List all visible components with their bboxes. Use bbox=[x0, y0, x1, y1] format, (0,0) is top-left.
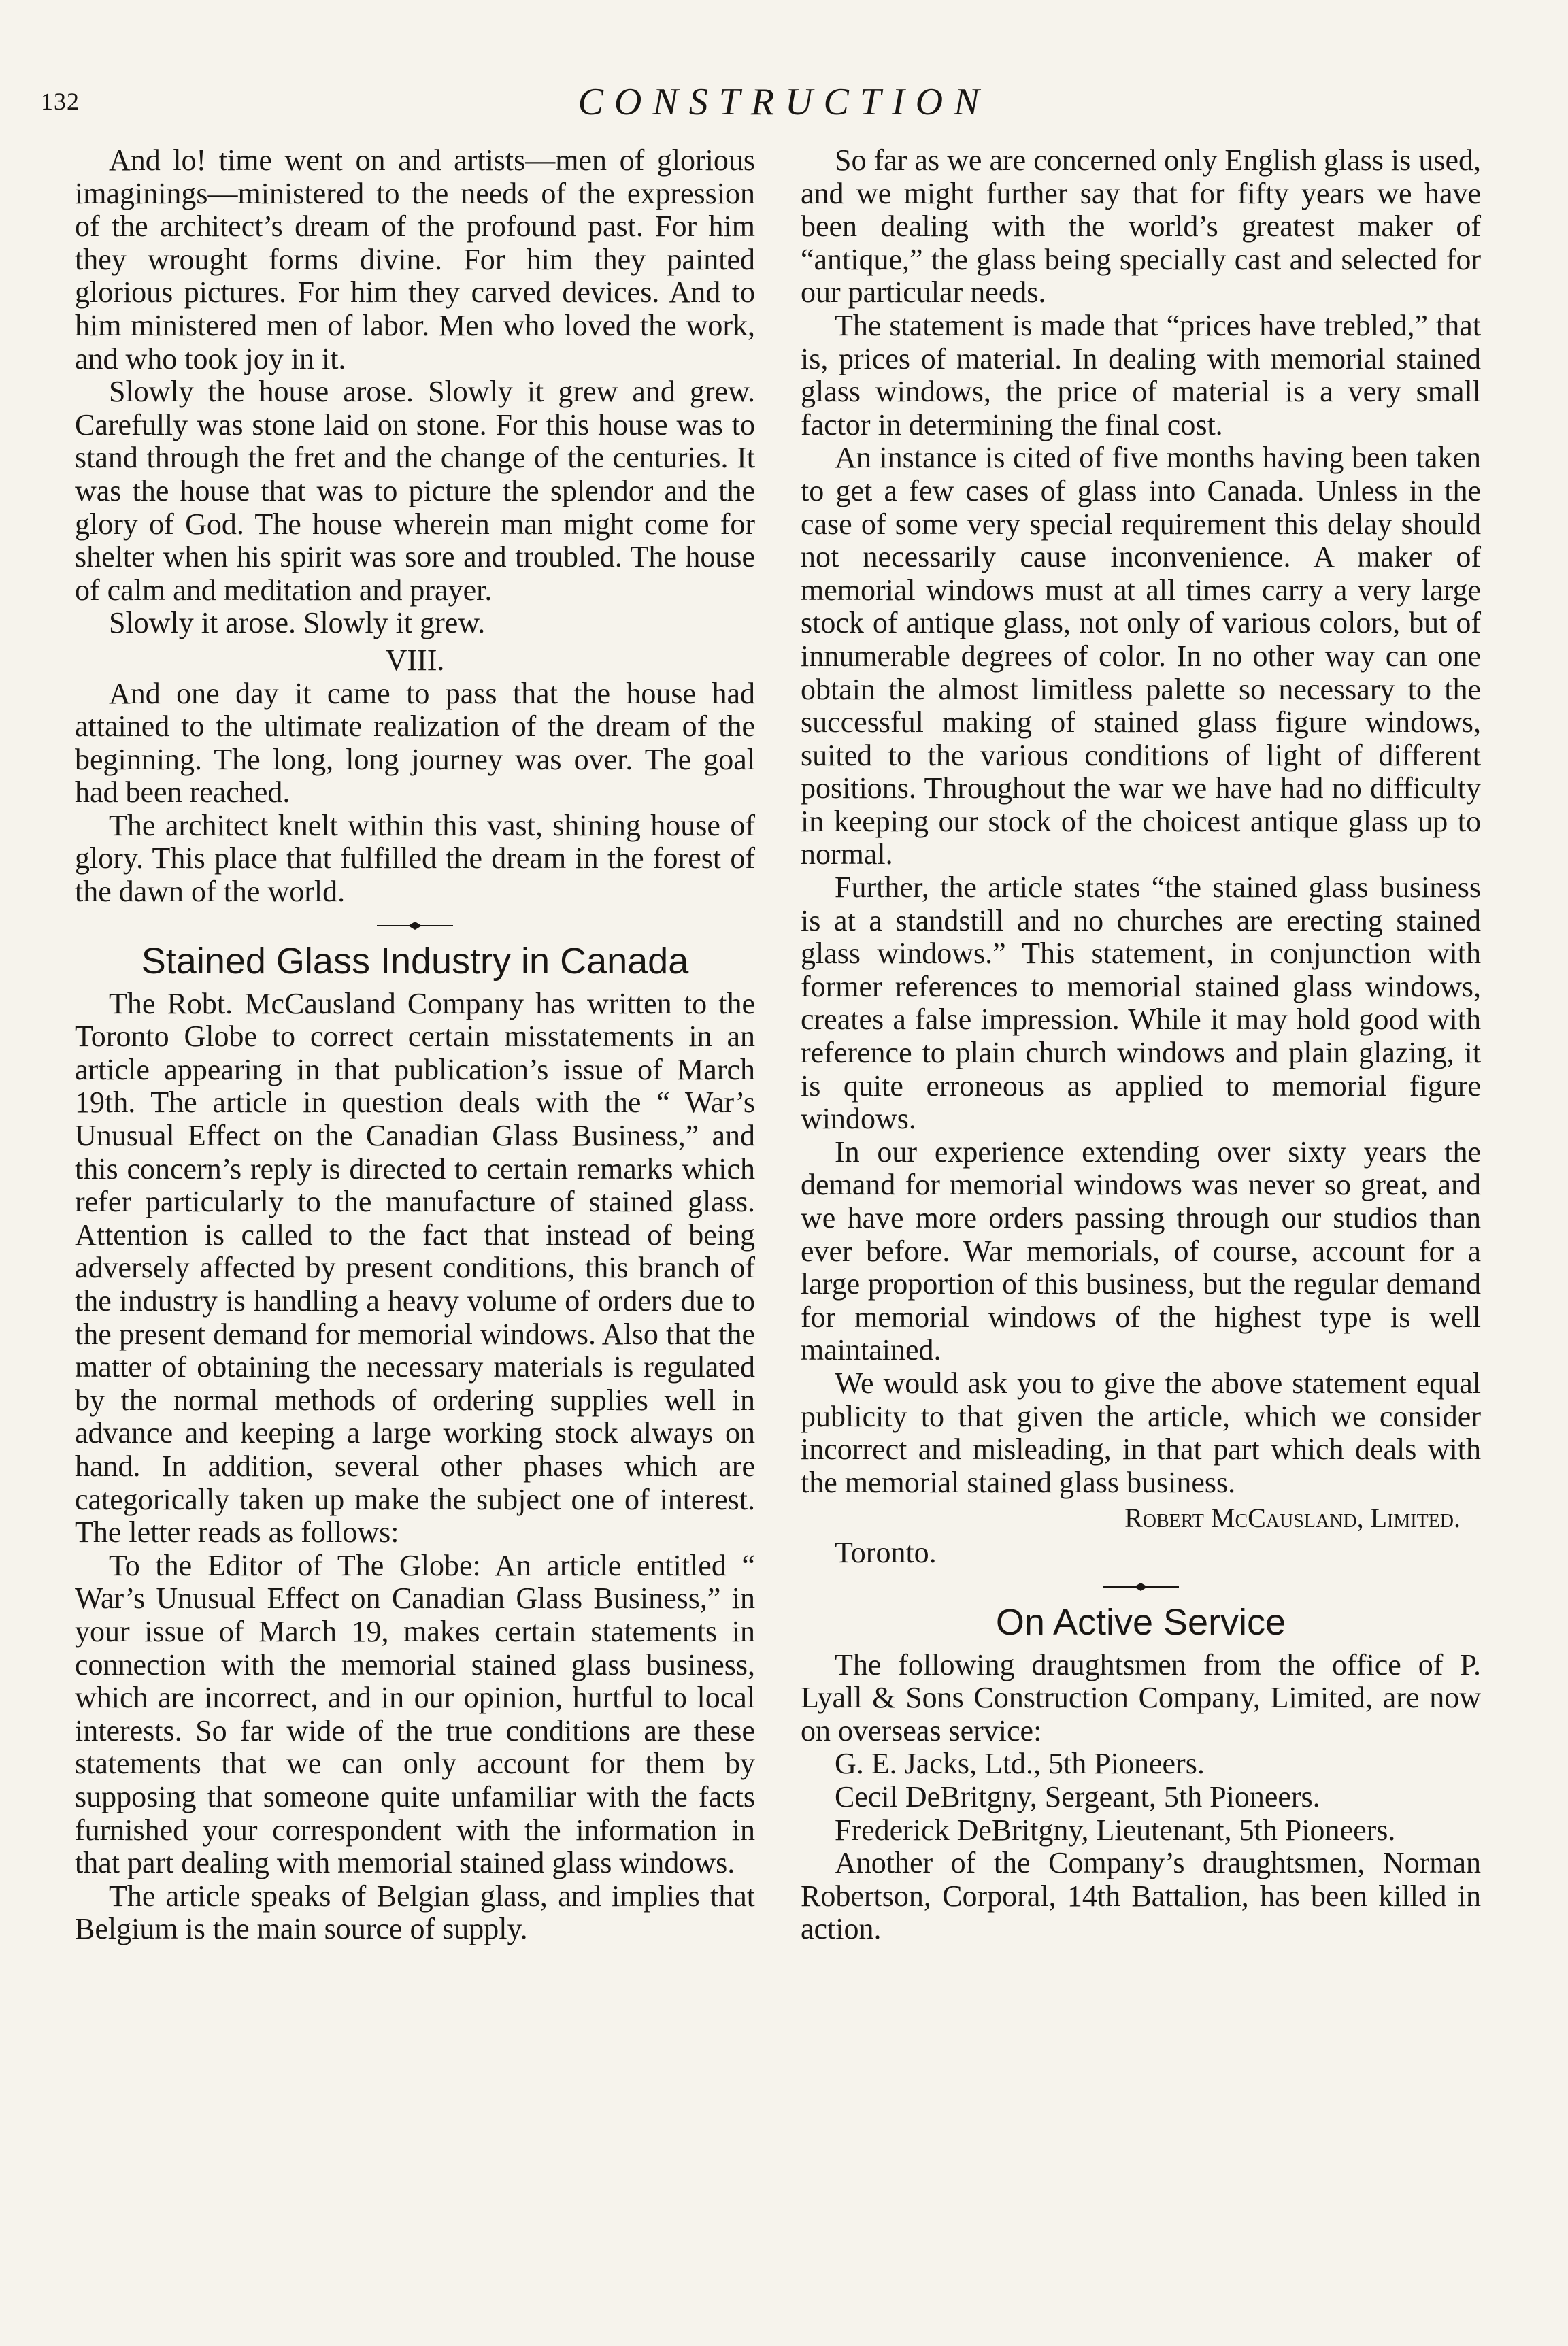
paragraph: The Robt. McCausland Company has written to the Toronto Globe to correct certain misstatements in an article appearing in that publication’s issue of March 19th. The article in question deals with the “ War’s Unusual Effect on the Canadian Glass Business,” and this concern’s reply is directed to certain remarks which refer particularly to the manufacture of stained glass. Attention is called to the fact that instead of being adversely affected by present conditions, this branch of the industry is handling a heavy volume of orders due to the present demand for memorial windows. Also that the matter of obtaining the necessary materials is regulated by the normal methods of ordering supplies well in advance and keeping a large working stock always on hand. In addition, several other phases which are categorically taken up make the subject one of interest. The letter reads as follows: bbox=[75, 986, 755, 1549]
list-item: G. E. Jacks, Ltd., 5th Pioneers. bbox=[835, 1747, 1205, 1781]
right-column bbox=[801, 144, 1481, 1946]
paragraph: Another of the Company’s draughtsmen, Norman Robertson, Corporal, 14th Battalion, has been killed in action. bbox=[801, 1846, 1481, 1946]
section-number: VIII. bbox=[385, 643, 445, 677]
paragraph: Slowly the house arose. Slowly it grew and grew. Carefully was stone laid on stone. For this house was to stand through the fret and the change of the centuries. It was the house that was to picture the splendor and the glory of God. The house wherein man might come for shelter when his spirit was sore and troubled. The house of calm and meditation and prayer. bbox=[75, 375, 755, 607]
paragraph: An instance is cited of five months having been taken to get a few cases of glass into Canada. Unless in the case of some very special requirement this delay should not necessarily cause inconvenience. A maker of memorial windows must at all times carry a very large stock of antique glass, not only of various colors, but of innumerable degrees of color. In no other way can one obtain the almost limitless palette so necessary to the successful making of stained glass figure windows, suited to the various conditions of light of different positions. Throughout the war we have had no difficulty in keeping our stock of the choicest antique glass up to normal. bbox=[801, 441, 1481, 871]
list-item: Frederick DeBritgny, Lieutenant, 5th Pioneers. bbox=[835, 1813, 1396, 1847]
paragraph: Further, the article states “the stained glass business is at a standstill and no churches are erecting stained glass windows.” This statement, in conjunction with former references to memorial stained glass windows, creates a false impression. While it may hold good with reference to plain church windows and plain glazing, it is quite erroneous as applied to memorial figure windows. bbox=[801, 871, 1481, 1136]
paragraph: The following draughtsmen from the office of P. Lyall & Sons Construction Company, Limited, are now on overseas service: bbox=[801, 1647, 1481, 1747]
paragraph: To the Editor of The Globe: An article entitled “ War’s Unusual Effect on Canadian Glass Business,” in your issue of March 19, makes certain statements in connection with the memorial stained glass business, which are incorrect, and in our opinion, hurtful to local interests. So far wide of the true conditions are these statements that we can only account for them by supposing that someone quite unfamiliar with the facts furnished your correspondent with the information in that part dealing with memorial stained glass windows. bbox=[75, 1548, 755, 1880]
letter-place: Toronto. bbox=[835, 1535, 937, 1569]
paragraph: In our experience extending over sixty years the demand for memorial windows was never so great, and we have more orders passing through our studios than ever before. War memorials, of course, account for a large proportion of this business, but the regular demand for memorial windows of the highest type is well maintained. bbox=[801, 1135, 1481, 1367]
left-column bbox=[75, 144, 755, 1946]
ornamental-divider bbox=[1100, 1582, 1182, 1592]
paragraph: Slowly it arose. Slowly it grew. bbox=[109, 606, 486, 640]
journal-title: CONSTRUCTION bbox=[578, 81, 990, 123]
paragraph: We would ask you to give the above statement equal publicity to that given the article, which we consider incorrect and misleading, in that part which deals with the memorial stained glass business. bbox=[801, 1366, 1481, 1499]
paragraph: And one day it came to pass that the house had attained to the ultimate realization of the dream of the beginning. The long, long journey was over. The goal had been reached. bbox=[75, 676, 755, 809]
page-number: 132 bbox=[41, 88, 80, 115]
paragraph: The article speaks of Belgian glass, and implies that Belgium is the main source of supply. bbox=[75, 1879, 755, 1946]
notice-body bbox=[801, 1649, 1481, 1946]
notice-heading: On Active Service bbox=[995, 1601, 1286, 1643]
letter-signature: Robert McCausland, Limited. bbox=[1124, 1503, 1461, 1534]
paragraph: The architect knelt within this vast, shining house of glory. This place that fulfilled the dream in the forest of the dawn of the world. bbox=[75, 808, 755, 909]
list-item: Cecil DeBritgny, Sergeant, 5th Pioneers. bbox=[835, 1779, 1320, 1813]
paragraph: And lo! time went on and artists—men of glorious imaginings—ministered to the needs of the expression of the architect’s dream of the profound past. For him they wrought forms divine. For him they painted glorious pictures. For him they carved devices. And to him ministered men of labor. Men who loved the work, and who took joy in it. bbox=[75, 144, 755, 375]
ornamental-divider bbox=[374, 921, 456, 931]
paragraph: The statement is made that “prices have trebled,” that is, prices of material. In dealing with memorial stained glass windows, the price of material is a very small factor in determining the final cost. bbox=[801, 308, 1481, 441]
article-heading: Stained Glass Industry in Canada bbox=[141, 940, 689, 982]
paragraph: So far as we are concerned only English glass is used, and we might further say that for fifty years we have been dealing with the world’s greatest maker of “antique,” the glass being specially cast and selected for our particular needs. bbox=[801, 144, 1481, 309]
